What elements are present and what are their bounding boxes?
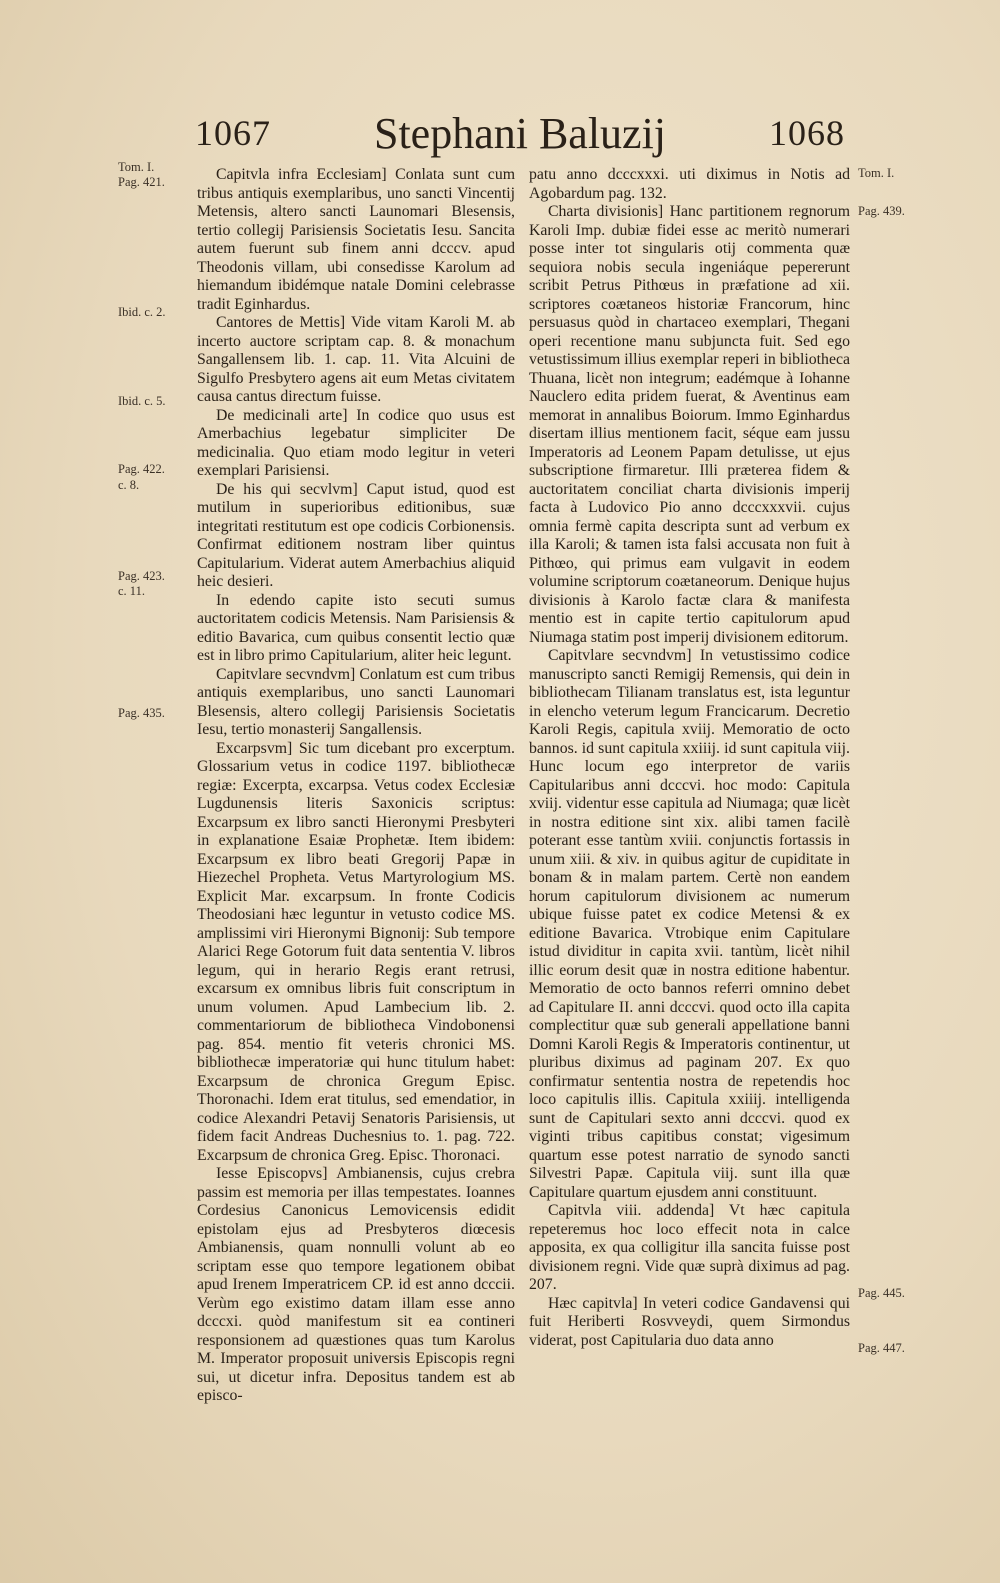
margin-note: c. 11. — [118, 584, 145, 598]
margin-note: Pag. 423. — [118, 569, 165, 583]
margin-note: Pag. 445. — [858, 1286, 905, 1300]
margin-note: Pag. 435. — [118, 706, 165, 720]
margin-note: Pag. 447. — [858, 1341, 905, 1355]
margin-note: Tom. I. — [858, 166, 895, 180]
paragraph: Charta divisionis] Hanc partitionem regnorum Karoli Imp. dubiæ fidei esse ac meritò numerari posse inter tot singularis otij commenta quæ sequiora nobis secula ingeniáque pepererunt scribit Petrus Pithœus in præfatione ad xii. scriptores coætaneos historiæ Francorum, hinc persuasus quòd in chartaceo exemplari, Thegani operi recentione manu subjuncta fuit. Sed ego vetustissimum illius exemplar reperi in bibliotheca Thuana, licèt non integrum; eadémque à Iohanne Nauclero edita pridem fuerat, & Aventinus eam memorat in annalibus Boiorum. Immo Eginhardus disertam illius mentionem facit, séque eam jussu Imperatoris ad Leonem Papam detulisse, ut ejus subscriptione firmaretur. Illi præterea fidem & auctoritatem conciliat charta divisionis imperij facta à Ludovico Pio anno dcccxxxvii. cujus omnia fermè capita descripta sunt ad verbum ex illa Karoli; & tamen ista falsi accusata non fuit à Pithœo, qui primus eam vulgavit in eodem volumine scriptorum coætaneorum. Denique hujus divisionis à Karolo factæ clara & manifesta mentio est in capite tertio capitulorum apud Niumaga statim post imperij divisionem editorum. — [529, 203, 850, 646]
paragraph: Capitvla infra Ecclesiam] Conlata sunt cum tribus antiquis exemplaribus, uno sancti Vincentij Metensis, altero sancti Launomari Blesensis, tertio collegij Parisiensis Societatis Iesu. Sancita autem fuerunt sub finem anni dcccv. apud Theodonis villam, ubi consedisse Karolum ad hiemandum ibidémque natale Domini celebrasse tradit Eginhardus. — [197, 166, 515, 313]
paragraph: patu anno dcccxxxi. uti diximus in Notis ad Agobardum pag. 132. — [529, 166, 850, 202]
paragraph: Capitvla viii. addenda] Vt hæc capitula repeteremus hoc loco effecit nota in calce apposita, ex qua colligitur illa sancita fuisse post divisionem regni. Vide quæ suprà diximus ad pag. 207. — [529, 1202, 850, 1293]
page-number-right: 1068 — [769, 113, 845, 153]
margin-note: Ibid. c. 2. — [118, 305, 166, 319]
right-margin-notes — [858, 166, 948, 1355]
paragraph: Excarpsvm] Sic tum dicebant pro excerptum. Glossarium vetus in codice 1197. bibliothecæ regiæ: Excerpta, excarpsa. Vetus codex Ecclesiæ Lugdunensis literis Saxonicis scriptus: Excarpsum ex libro sancti Hieronymi Presbyteri in explanatione Esaiæ Prophetæ. Item ibidem: Excarpsum ex libro beati Gregorij Papæ in Hiezechel Propheta. Vetus Martyrologium MS. Explicit Mar. excarpsum. In fronte Codicis Theodosiani hæc leguntur in vetusto codice MS. amplissimi viri Hieronymi Bignonij: Sub tempore Alarici Rege Gotorum fuit data sententia V. libros legum, qui in herario Regis erant retrusi, excarsum ex omnibus libris fuit conscriptum in unum volumen. Apud Lambecium lib. 2. commentariorum de bibliotheca Vindobonensi pag. 854. mentio fit veteris chronici MS. bibliothecæ imperatoriæ qui hunc titulum habet: Excarpsum de chronica Gregum Episc. Thoronachi. Idem erat titulus, sed emendatior, in codice Alexandri Petavij Senatoris Parisiensis, ut fidem facit Andreas Duchesnius to. 1. pag. 722. Excarpsum de chronica Greg. Episc. Thoronaci. — [197, 739, 515, 1164]
margin-note: Ibid. c. 5. — [118, 394, 166, 408]
paragraph: Iesse Episcopvs] Ambianensis, cujus crebra passim est memoria per illas tempestates. Ioannes Cordesius Canonicus Lemovicensis edidit epistolam ejus ad Presbyteros diœcesis Ambianensis, quam nonnulli volunt ab eo scriptam esse quo tempore legationem obibat apud Irenem Imperatricem CP. id est anno dcccii. Verùm ego existimo datam illam esse anno dcccxi. quòd manifestum sit ea contineri responsionem ad quæstiones quas tum Karolus M. Imperator proposuit universis Episcopis regni sui, ut dicetur infra. Depositus tandem est ab episco- — [197, 1165, 515, 1404]
margin-note: Pag. 439. — [858, 204, 905, 218]
paragraph: De his qui secvlvm] Caput istud, quod est mutilum in superioribus editionibus, suæ integritati restitutum est ope codicis Corbionensis. Confirmat editionem nostram liber quintus Capitularium. Viderat autem Amerbachius aliquid heic desieri. — [197, 480, 515, 590]
paragraph: Capitvlare secvndvm] Conlatum est cum tribus antiquis exemplaribus, uno sancti Launomari Blesensis, altero collegij Parisiensis Societatis Iesu, tertio monasterij Sangallensis. — [197, 665, 515, 738]
right-column — [529, 166, 850, 1350]
page-header — [195, 108, 845, 168]
paragraph: Hæc capitvla] In veteri codice Gandavensi qui fuit Heriberti Rosvveydi, quem Sirmondus viderat, post Capitularia duo data anno — [529, 1294, 850, 1349]
page-number-left: 1067 — [195, 113, 271, 153]
margin-note: Pag. 421. — [118, 175, 165, 189]
paragraph: In edendo capite isto secuti sumus auctoritatem codicis Metensis. Nam Parisiensis & editio Bavarica, cum quibus consentit lectio quæ est in libro primo Capitularium, aliter heic legunt. — [197, 591, 515, 664]
left-margin-notes — [118, 160, 188, 760]
running-title: Stephani Baluzij — [373, 109, 667, 158]
paragraph: De medicinali arte] In codice quo usus est Amerbachius legebatur simpliciter De medicinalia. Quo etiam modo legitur in veteri exemplari Parisiensi. — [197, 406, 515, 479]
paragraph: Capitvlare secvndvm] In vetustissimo codice manuscripto sancti Remigij Remensis, qui dein in bibliothecam Tilianam translatus est, ista leguntur in elencho veterum legum Francicarum. Decretio Karoli Regis, capitula xviij. Memoratio de octo bannos. id sunt capitula xxiiij. id sunt capitula viij. Hunc locum ego interpretor de variis Capitularibus anni dcccvi. hoc modo: Capitula xviij. videntur esse capitula ad Niumaga; quæ licèt in nostra editione sint xix. alibi tamen facilè poterant esse tantùm xviii. conjunctis fortassis in unum xiii. & xiv. in quibus agitur de cupiditate in bonam & in malam partem. Certè non eandem horum capitulorum divisionem ac numerum ubique fuisse patet ex codice Metensi & ex editione Bavarica. Vtrobique enim Capitulare istud dividitur in capita xvii. tantùm, licèt nihil illic eorum desit quæ in nostra editione habentur. Memoratio de octo bannos referri omnino debet ad Capitulare II. anni dcccvi. quod octo illa capita complectitur quæ sub generali appellatione banni Domni Karoli Regis & Imperatoris continentur, ut pluribus diximus ad paginam 207. Ex quo confirmatur sententia nostra de repetendis hoc loco capitulis illis. Capitula xxiiij. intelligenda sunt de Capitulari sexto anni dcccvi. quod ex viginti tribus capitibus constat; vigesimum quartum esse potest narratio de synodo sancti Silvestri Papæ. Capitula viij. sunt illa quæ Capitulare quartum ejusdem anni constituunt. — [529, 647, 850, 1201]
margin-note: Tom. I. — [118, 160, 155, 174]
left-column — [197, 166, 515, 1406]
margin-note: Pag. 422. — [118, 462, 165, 476]
paragraph: Cantores de Mettis] Vide vitam Karoli M. ab incerto auctore scriptam cap. 8. & monachum Sangallensem lib. 1. cap. 11. Vita Alcuini de Sigulfo Presbytero agens ait eum Metas civitatem causa cantus directum fuisse. — [197, 314, 515, 405]
margin-note: c. 8. — [118, 478, 140, 492]
